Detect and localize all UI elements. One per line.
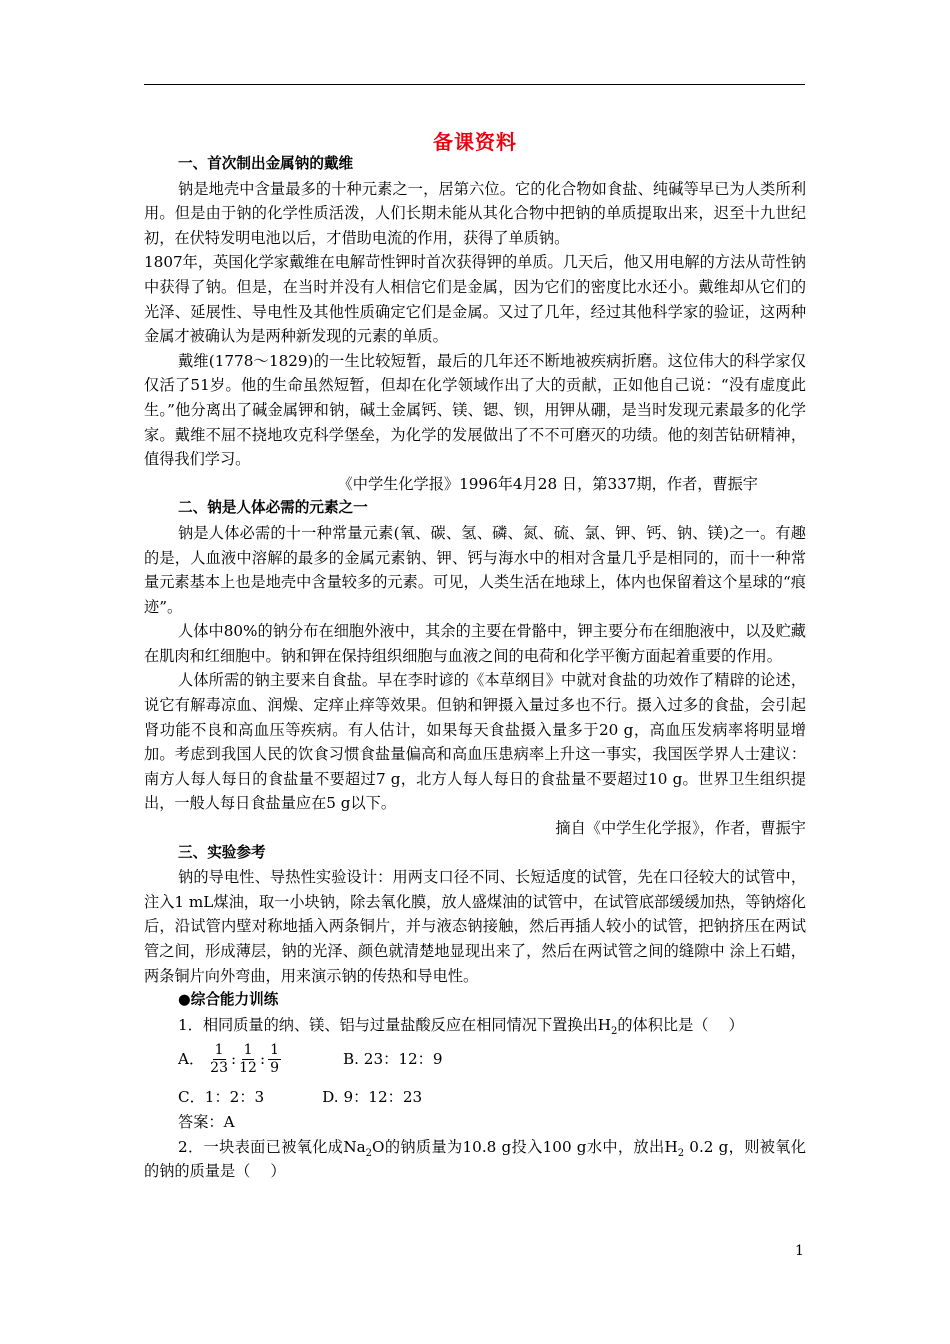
- section-1-paragraph-2: 1807年，英国化学家戴维在电解苛性钾时首次获得钾的单质。几天后，他又用电解的方法从苛性钠中获得了钠。但是，在当时并没有人相信它们是金属，因为它们的密度比水还小。戴维却从它们的光泽、延展性、导电性及其他性质确定它们是金属。又过了几年，经过其他科学家的验证，这两种金属才被确认为是两种新发现的元素的单质。: [144, 253, 806, 346]
- question-1: 1．相同质量的纳、镁、铝与过量盐酸反应在相同情况下置换出$H_2$的体积比是（ ）: [178, 1015, 744, 1037]
- option-a-label: A．: [178, 1050, 205, 1069]
- section-1-paragraph-3: 戴维(1778～1829)的一生比较短暂，最后的几年还不断地被疾病折磨。这位伟大的科学家仅仅活了51岁。他的生命虽然短暂，但却在化学领域作出了大的贡献，正如他自己说：“没有虚度此生。”他分离出了碱金属钾和钠，碱土金属钙、镁、锶、钡，用钾从硼，是当时发现元素最多的化学家。戴维不屈不挠地攻克科学堡垒，为化学的发展做出了不不可磨灭的功绩。他的刻苦钻研精神，值得我们学习。: [144, 351, 806, 469]
- page-number: 1: [795, 1243, 804, 1259]
- header-rule: [144, 84, 805, 85]
- section-1-source: 《中学生化学报》1996年4月28 日，第337期，作者，曹振宇: [337, 474, 758, 493]
- fraction-1: $\frac{1}{23}$: [210, 1041, 228, 1076]
- section-2-paragraph-3: 人体所需的钠主要来自食盐。早在李时谚的《本草纲目》中就对食盐的功效作了精辟的论述，说它有解毒凉血、润燥、定痒止痒等效果。但钠和钾摄入量过多也不行。摄入过多的食盐，会引起肾功能不良和高血压等疾病。有人估计，如果每天食盐摄入量多于20 g，高血压发病率将明显增加。考虑到我国人民的饮食习惯食盐量偏高和高血压患病率上升这一事实，我国医学界人士建议：南方人每人每日的食盐量不要超过7 g，北方人每人每日的食盐量不要超过10 g。世界卫生组织提出，一般人每日食盐量应在5 g以下。: [144, 671, 806, 813]
- section-1-paragraph-1: 钠是地壳中含量最多的十种元素之一，居第六位。它的化合物如食盐、纯碱等早已为人类所利用。但是由于钠的化学性质活泼，人们长期未能从其化合物中把钠的单质提取出来，迟至十九世纪初，在伏特发明电池以后，才借助电流的作用，获得了单质钠。: [144, 179, 806, 247]
- question-1-options-ab: [144, 1037, 806, 1081]
- section-3-paragraph-1: 钠的导电性、导热性实验设计：用两支口径不同、长短适度的试管，先在口径较大的试管中，注入1 mL煤油，取一小块钠，除去氧化膜，放人盛煤油的试管中，在试管底部缓缓加热，等钠熔化后，沿试管内壁对称地插入两条铜片，并与液态钠接触，然后再插人较小的试管，把钠挤压在两试管之间，形成薄层，钠的光泽、颜色就清楚地显现出来了，然后在两试管之间的缝隙中 涂上石蜡，两条铜片向外弯曲，用来演示钠的传热和导电性。: [144, 868, 806, 985]
- fraction-2: $\frac{1}{12}$: [239, 1041, 257, 1076]
- question-1-answer: 答案：A: [178, 1112, 235, 1131]
- training-heading: ●综合能力训练: [178, 991, 279, 1009]
- fraction-3: $\frac{1}{9}$: [270, 1041, 279, 1076]
- section-2-paragraph-1: 钠是人体必需的十一种常量元素(氧、碳、氢、磷、氮、硫、氯、钾、钙、钠、镁)之一。有趣的是，人血液中溶解的最多的金属元素钠、钾、钙与海水中的相对含量几乎是相同的，而十一种常量元素基本上也是地壳中含量较多的元素。可见，人类生活在地球上，体内也保留着这个星球的“痕迹”。: [144, 523, 806, 616]
- section-1-heading: 一、首次制出金属钠的戴维: [178, 155, 354, 172]
- option-d: D. 9：12：23: [322, 1088, 423, 1107]
- question-1-options-cd: [144, 1081, 806, 1110]
- section-2-heading: 二、钠是人体必需的元素之一: [178, 499, 368, 517]
- question-2: 2．一块表面已被氧化成$Na_2O$的钠质量为10.8 g投入100 g水中，放出$H_2$ 0.2 g，则被氧化的钠的质量是（ ）: [144, 1137, 806, 1181]
- option-c: C．1：2：3: [178, 1088, 265, 1107]
- page-title: 备课资料: [433, 130, 517, 154]
- option-a-ratio: $\frac{1}{23}$ : $\frac{1}{12}$ : $\frac{1}{9}$: [210, 1041, 279, 1076]
- option-b: B. 23：12：9: [342, 1050, 443, 1069]
- section-2-source: 摘自《中学生化学报》，作者，曹振宇: [555, 819, 806, 838]
- document-body: [144, 152, 806, 1184]
- section-2-paragraph-2: 人体中80%的钠分布在细胞外液中，其余的主要在骨骼中，钾主要分布在细胞液中，以及贮藏在肌肉和红细胞中。钠和钾在保持组织细胞与血液之间的电荷和化学平衡方面起着重要的作用。: [144, 622, 806, 665]
- section-3-heading: 三、实验参考: [178, 843, 266, 861]
